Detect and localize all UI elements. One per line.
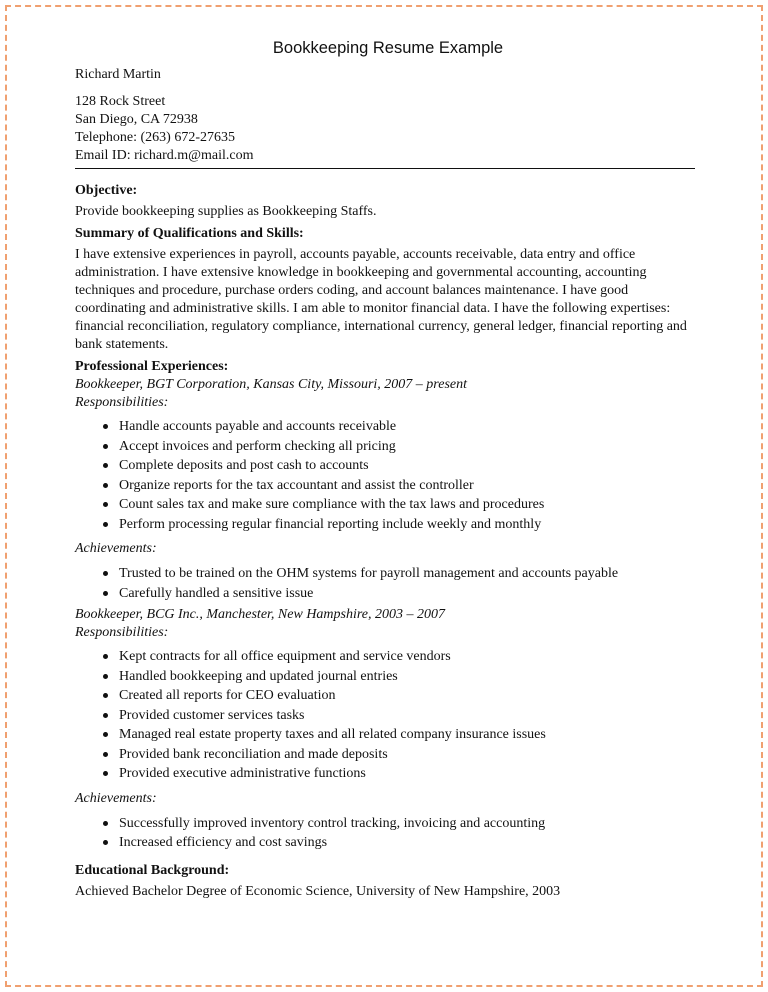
contact-city: San Diego, CA 72938 xyxy=(75,112,198,127)
document-title: Bookkeeping Resume Example xyxy=(272,39,504,57)
responsibilities-list xyxy=(75,417,695,534)
education-text: Achieved Bachelor Degree of Economic Science, University of New Hampshire, 2003 xyxy=(75,883,561,899)
experience-heading: Professional Experiences: xyxy=(75,359,229,374)
achievements-label: Achievements: xyxy=(75,541,157,556)
list-item: Provided customer services tasks xyxy=(119,706,695,726)
contact-name: Richard Martin xyxy=(75,67,161,82)
contact-email: Email ID: richard.m@mail.com xyxy=(75,148,254,163)
list-item: Carefully handled a sensitive issue xyxy=(119,584,695,604)
list-item: Complete deposits and post cash to accounts xyxy=(119,456,695,476)
achievements-list xyxy=(75,564,695,603)
contact-street: 128 Rock Street xyxy=(75,94,166,109)
list-item: Managed real estate property taxes and all related company insurance issues xyxy=(119,725,695,745)
objective-heading: Objective: xyxy=(75,183,138,198)
resume-document xyxy=(75,36,695,901)
list-item: Trusted to be trained on the OHM systems for payroll management and accounts payable xyxy=(119,564,695,584)
job-title: Bookkeeper, BGT Corporation, Kansas City, Missouri, 2007 – present xyxy=(75,377,467,392)
responsibilities-label: Responsibilities: xyxy=(75,395,169,410)
list-item: Handled bookkeeping and updated journal entries xyxy=(119,667,695,687)
list-item: Kept contracts for all office equipment and service vendors xyxy=(119,647,695,667)
list-item: Successfully improved inventory control tracking, invoicing and accounting xyxy=(119,814,695,834)
list-item: Increased efficiency and cost savings xyxy=(119,833,695,853)
list-item: Accept invoices and perform checking all pricing xyxy=(119,437,695,457)
achievements-list xyxy=(75,814,695,853)
contact-phone: Telephone: (263) 672-27635 xyxy=(75,130,235,145)
summary-heading: Summary of Qualifications and Skills: xyxy=(75,226,304,241)
list-item: Provided bank reconciliation and made deposits xyxy=(119,745,695,765)
responsibilities-label: Responsibilities: xyxy=(75,625,169,640)
responsibilities-list xyxy=(75,647,695,784)
list-item: Handle accounts payable and accounts receivable xyxy=(119,417,695,437)
job-title: Bookkeeper, BCG Inc., Manchester, New Hampshire, 2003 – 2007 xyxy=(75,607,446,622)
list-item: Created all reports for CEO evaluation xyxy=(119,686,695,706)
education-heading: Educational Background: xyxy=(75,862,230,878)
summary-text: I have extensive experiences in payroll, accounts payable, accounts receivable, data entry and office administration. I have extensive knowledge in bookkeeping and governmental accounting, accounting techniques and procedure, purchase orders coding, and account balances maintenance. I have good coordinating and administrative skills. I am able to monitor financial data. I have the following expertises: financial reconciliation, regulatory compliance, international currency, general ledger, financial reporting and bank statements. xyxy=(75,247,687,352)
list-item: Provided executive administrative functions xyxy=(119,764,695,784)
list-item: Count sales tax and make sure compliance with the tax laws and procedures xyxy=(119,495,695,515)
list-item: Perform processing regular financial reporting include weekly and monthly xyxy=(119,515,695,535)
header-divider xyxy=(75,168,695,169)
achievements-label: Achievements: xyxy=(75,790,157,806)
list-item: Organize reports for the tax accountant and assist the controller xyxy=(119,476,695,496)
objective-text: Provide bookkeeping supplies as Bookkeeping Staffs. xyxy=(75,204,377,219)
